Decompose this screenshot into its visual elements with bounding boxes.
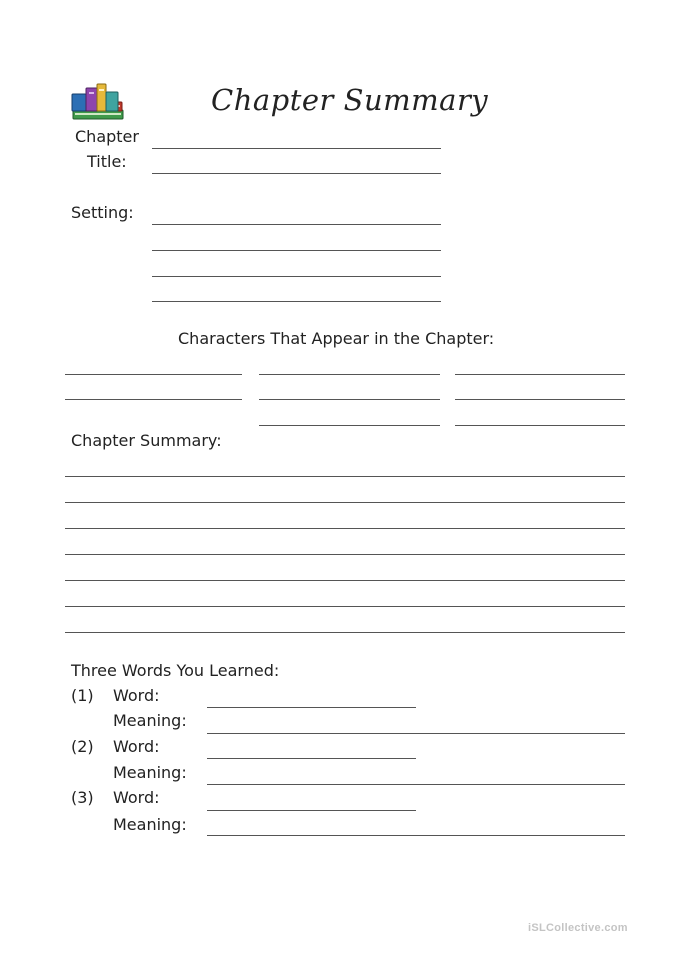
setting-line-1[interactable] xyxy=(152,224,441,225)
character-line-1-2[interactable] xyxy=(259,374,440,375)
summary-line-7[interactable] xyxy=(65,632,625,633)
title-label: Title: xyxy=(87,152,127,171)
word-label-1: Word: xyxy=(113,686,160,705)
word-number-1: (1) xyxy=(71,686,94,705)
summary-line-6[interactable] xyxy=(65,606,625,607)
page-title: Chapter Summary xyxy=(211,83,489,117)
character-line-2-3[interactable] xyxy=(455,399,625,400)
summary-line-5[interactable] xyxy=(65,580,625,581)
summary-line-2[interactable] xyxy=(65,502,625,503)
character-line-2-2[interactable] xyxy=(259,399,440,400)
vocabulary-heading: Three Words You Learned: xyxy=(71,661,280,680)
meaning-line-3[interactable] xyxy=(207,835,625,836)
meaning-line-1[interactable] xyxy=(207,733,625,734)
meaning-line-2[interactable] xyxy=(207,784,625,785)
meaning-label-3: Meaning: xyxy=(113,815,187,834)
setting-line-4[interactable] xyxy=(152,301,441,302)
word-line-3[interactable] xyxy=(207,810,416,811)
summary-line-4[interactable] xyxy=(65,554,625,555)
word-line-2[interactable] xyxy=(207,758,416,759)
character-line-1-3[interactable] xyxy=(455,374,625,375)
word-number-3: (3) xyxy=(71,788,94,807)
character-line-1-1[interactable] xyxy=(65,374,242,375)
chapter-label: Chapter xyxy=(75,127,139,146)
character-line-3-2[interactable] xyxy=(259,425,440,426)
meaning-label-1: Meaning: xyxy=(113,711,187,730)
word-label-2: Word: xyxy=(113,737,160,756)
summary-label: Chapter Summary: xyxy=(71,431,222,450)
character-line-3-3[interactable] xyxy=(455,425,625,426)
word-number-2: (2) xyxy=(71,737,94,756)
setting-label: Setting: xyxy=(71,203,134,222)
summary-line-1[interactable] xyxy=(65,476,625,477)
setting-line-3[interactable] xyxy=(152,276,441,277)
summary-line-3[interactable] xyxy=(65,528,625,529)
chapter-title-line-1[interactable] xyxy=(152,148,441,149)
characters-heading: Characters That Appear in the Chapter: xyxy=(178,329,495,348)
meaning-label-2: Meaning: xyxy=(113,763,187,782)
word-line-1[interactable] xyxy=(207,707,416,708)
character-line-2-1[interactable] xyxy=(65,399,242,400)
setting-line-2[interactable] xyxy=(152,250,441,251)
watermark: iSLCollective.com xyxy=(528,922,628,934)
word-label-3: Word: xyxy=(113,788,160,807)
chapter-title-line-2[interactable] xyxy=(152,173,441,174)
books-icon xyxy=(70,80,128,124)
